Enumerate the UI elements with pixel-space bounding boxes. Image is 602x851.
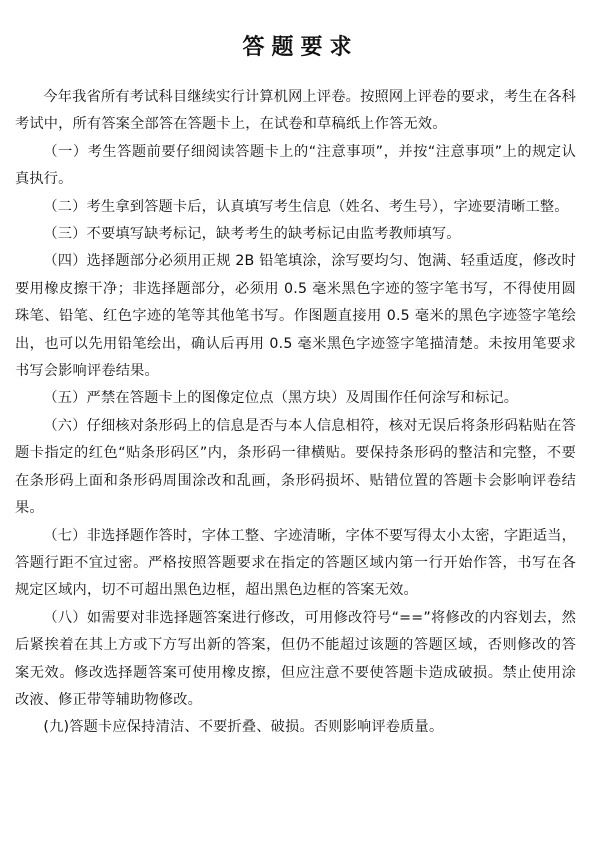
rule-6-paragraph: （六）仔细核对条形码上的信息是否与本人信息相符，核对无误后将条形码粘贴在答题卡指定的红色“贴条形码区”内，条形码一律横贴。要保持条形码的整洁和完整，不要在条形码上面和条形码周围涂改和乱画，条形码损坏、贴错位置的答题卡会影响评卷结果。 <box>15 417 576 517</box>
rule-8-paragraph: （八）如需要对非选择题答案进行修改，可用修改符号“==”将修改的内容划去，然后紧挨着在其上方或下方写出新的答案，但仍不能超过该题的答题区域，否则修改的答案无效。修改选择题答案可使用橡皮擦，但应注意不要使答题卡造成破损。禁止使用涂改液、修正带等辅助物修改。 <box>15 609 576 708</box>
rule-7-paragraph: （七）非选择题作答时，字体工整、字迹清晰，字体不要写得太小太密，字距适当，答题行距不宜过密。严格按照答题要求在指定的答题区域内第一行开始作答，书写在各规定区域内，切不可超出黑色边框，超出黑色边框的答案无效。 <box>15 527 576 599</box>
rule-1-paragraph: （一）考生答题前要仔细阅读答题卡上的“注意事项”，并按“注意事项”上的规定认真执行。 <box>15 143 576 188</box>
document-title: 答题要求 <box>242 35 359 60</box>
rule-4-paragraph: （四）选择题部分必须用正规 2B 铅笔填涂，涂写要均匀、饱满、轻重适度，修改时要用橡皮擦干净；非选择题部分，必须用 0.5 毫米黑色字迹的签字笔书写，不得使用圆珠笔、铅笔、红色字迹的笔等其他笔书写。作图题直接用 0.5 毫米的黑色字迹签字笔绘出，也可以先用铅笔绘出，确认后再用 0.5 毫米黑色字迹签字笔描清楚。未按用笔要求书写会影响评卷结果。 <box>15 253 576 380</box>
rule-5-paragraph: （五）严禁在答题卡上的图像定位点（黑方块）及周围作任何涂写和标记。 <box>43 390 519 407</box>
rule-3-paragraph: （三）不要填写缺考标记，缺考考生的缺考标记由监考教师填写。 <box>43 226 461 243</box>
rule-9-paragraph: (九)答题卡应保持清洁、不要折叠、破损。否则影响评卷质量。 <box>43 719 444 736</box>
document-body <box>15 84 576 742</box>
intro-paragraph: 今年我省所有考试科目继续实行计算机网上评卷。按照网上评卷的要求，考生在各科考试中，所有答案全部答在答题卡上，在试卷和草稿纸上作答无效。 <box>15 89 576 133</box>
rule-2-paragraph: （二）考生拿到答题卡后，认真填写考生信息（姓名、考生号），字迹要清晰工整。 <box>43 198 569 215</box>
